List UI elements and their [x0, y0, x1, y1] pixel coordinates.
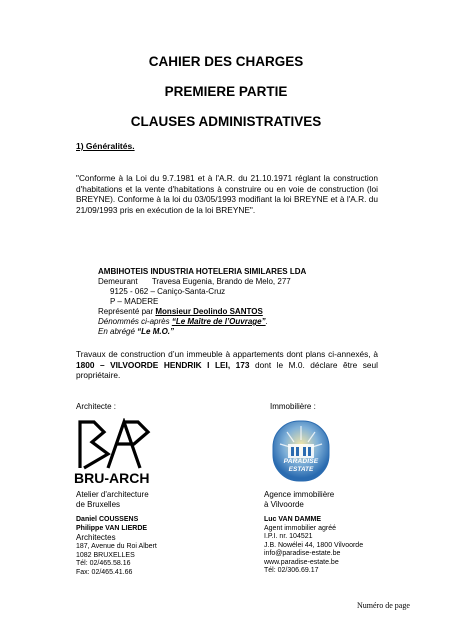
architect-name1: Daniel COUSSENS: [76, 516, 139, 523]
abbr-prefix: En abrégé: [98, 327, 138, 336]
owner-denomination: [98, 317, 388, 327]
agency-tel: Tél: 02/306.69.17: [264, 567, 319, 574]
generalites-paragraph: "Conforme à la Loi du 9.7.1981 et à l'A.R. du 21.10.1971 réglant la construction d'habitations et la vente d'habitations à construire ou en voie de construction (loi BREYNE). Conforme à la loi du 03/05/1993 modifiant la loi BREYNE et à l'A.R. du 21/09/1993 pris en exécution de la loi BREYNE".: [76, 173, 378, 215]
doc-title: CAHIER DES CHARGES: [148, 54, 304, 69]
paradise-logo-word2: ESTATE: [288, 466, 314, 473]
architect-desc2: de Bruxelles: [76, 500, 121, 509]
architect-info: [76, 490, 149, 510]
agency-label: Immobilière :: [270, 402, 316, 411]
part-title: PREMIERE PARTIE: [164, 84, 288, 99]
architect-name2: Philippe VAN LIERDE: [76, 524, 148, 532]
denom-value: “Le Maître de l’Ouvrage”: [171, 317, 266, 326]
architect-fax: Fax: 02/465.41.66: [76, 568, 133, 576]
agency-desc1: Agence immobilière: [264, 490, 335, 499]
architect-addr2: 1082 BRUXELLES: [76, 551, 135, 559]
bru-arch-logo-text: BRU-ARCH: [74, 470, 150, 486]
agency-ipi: I.P.I. nr. 104521: [264, 533, 313, 540]
rep-prefix: Représenté par: [98, 307, 156, 316]
architect-addr1: 187, Avenue du Roi Albert: [76, 543, 157, 550]
rep-name: Monsieur Deolindo SANTOS: [155, 307, 263, 316]
owner-block: [98, 267, 388, 337]
works-address: 1800 – VILVOORDE HENDRIK I LEI, 173: [76, 359, 250, 370]
owner-abbreviation: [98, 327, 388, 337]
agency-desc2: à Vilvoorde: [264, 500, 304, 509]
works-paragraph: [76, 349, 378, 381]
agency-web: www.paradise-estate.be: [264, 558, 339, 566]
agency-info: [264, 490, 334, 510]
architect-desc1: Atelier d'architecture: [76, 490, 149, 499]
owner-street: Travesa Eugenia, Brando de Melo, 277: [151, 277, 291, 286]
owner-company: AMBIHOTEIS INDUSTRIA HOTELERIA SIMILARES LDA: [98, 267, 307, 276]
denom-prefix: Dénommés ci-après: [98, 317, 172, 326]
denom-suffix: .: [265, 317, 268, 326]
owner-representative: [98, 307, 388, 317]
agency-name: Luc VAN DAMME: [264, 516, 322, 523]
architect-label: Architecte :: [76, 402, 117, 411]
architect-contact: [76, 516, 157, 577]
owner-address-line2: 9125 - 062 – Caniço-Santa-Cruz: [110, 287, 226, 296]
agency-role: Agent immobilier agréé: [264, 524, 336, 532]
page-number-label: Numéro de page: [357, 601, 410, 610]
works-text-2: dont le M.0. déclare être seul propriétaire.: [76, 359, 378, 380]
generalites-heading: 1) Généralités.: [76, 141, 135, 151]
section-title: CLAUSES ADMINISTRATIVES: [130, 114, 322, 129]
paradise-logo-word1: PARADISE: [283, 458, 319, 465]
owner-address-line1: [98, 277, 388, 287]
architect-tel: Tél: 02/465.58.16: [76, 560, 131, 567]
architect-role: Architectes: [76, 533, 116, 542]
owner-address-label: Demeurant: [98, 277, 138, 286]
works-text-1: Travaux de construction d’un immeuble à appartements dont plans ci-annexés, à: [76, 349, 378, 359]
owner-address-line3: P – MADERE: [110, 297, 159, 306]
abbr-value: “Le M.O.”: [137, 327, 175, 336]
agency-contact: [264, 516, 363, 576]
agency-email: info@paradise-estate.be: [264, 550, 341, 557]
agency-addr: J.B. Nowélei 44, 1800 Vilvoorde: [264, 541, 364, 549]
bru-arch-logo-icon: [74, 418, 154, 470]
